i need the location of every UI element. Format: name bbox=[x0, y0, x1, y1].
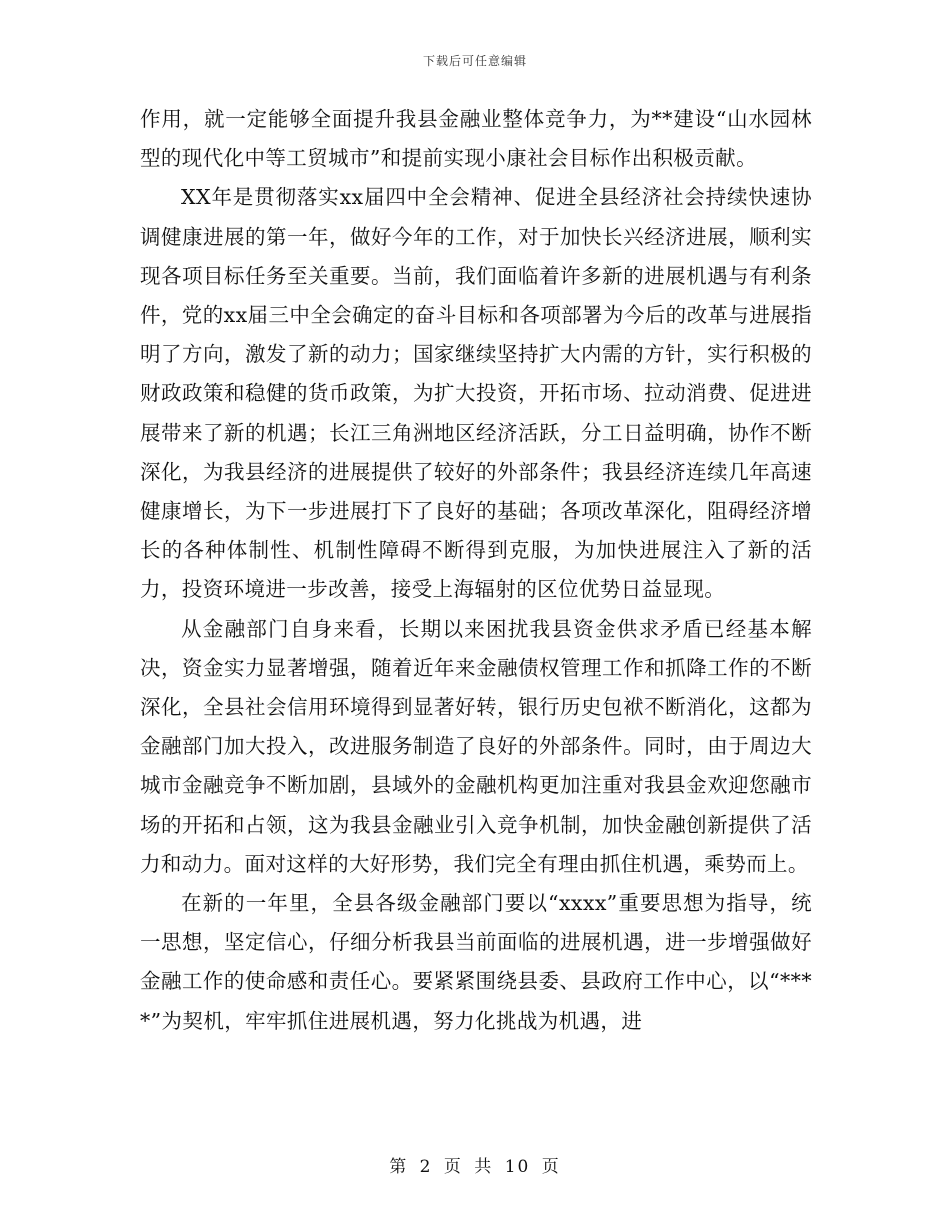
page-number-footer: 第 2 页 共 10 页 bbox=[389, 1157, 561, 1177]
paragraph-situation: XX年是贯彻落实xx届四中全会精神、促进全县经济社会持续快速协调健康进展的第一年，做好今年的工作，对于加快长兴经济进展，顺利实现各项目标任务至关重要。当前，我们面临着许多新的进展机遇与有利条件，党的xx届三中全会确定的奋斗目标和各项部署为今后的改革与进展指明了方向，激发了新的动力；国家继续坚持扩大内需的方针，实行积极的财政政策和稳健的货币政策，为扩大投资，开拓市场、拉动消费、促进进展带来了新的机遇；长江三角洲地区经济活跃，分工日益明确，协作不断深化，为我县经济的进展提供了较好的外部条件；我县经济连续几年高速健康增长，为下一步进展打下了良好的基础；各项改革深化，阻碍经济增长的各种体制性、机制性障碍不断得到克服，为加快进展注入了新的活力，投资环境进一步改善，接受上海辐射的区位优势日益显现。 bbox=[140, 185, 812, 602]
document-body bbox=[140, 100, 812, 1041]
paragraph-new-year: 在新的一年里，全县各级金融部门要以“xxxx”重要思想为指导，统一思想，坚定信心，仔细分析我县当前面临的进展机遇，进一步增强做好金融工作的使命感和责任心。要紧紧围绕县委、县政府工作中心，以“****”为契机，牢牢抓住进展机遇，努力化挑战为机遇，进 bbox=[140, 891, 812, 1033]
paragraph-finance-sector: 从金融部门自身来看，长期以来困扰我县资金供求矛盾已经基本解决，资金实力显著增强，随着近年来金融债权管理工作和抓降工作的不断深化，全县社会信用环境得到显著好转，银行历史包袱不断消化，这都为金融部门加大投入，改进服务制造了良好的外部条件。同时，由于周边大城市金融竞争不断加剧，县域外的金融机构更加注重对我县金欢迎您融市场的开拓和占领，这为我县金融业引入竞争机制，加快金融创新提供了活力和动力。面对这样的大好形势，我们完全有理由抓住机遇，乘势而上。 bbox=[140, 616, 812, 876]
paragraph-continuation: 作用，就一定能够全面提升我县金融业整体竞争力，为**建设“山水园林型的现代化中等工贸城市”和提前实现小康社会目标作出积极贡献。 bbox=[140, 107, 812, 171]
page-header-note: 下载后可任意编辑 bbox=[422, 54, 527, 68]
